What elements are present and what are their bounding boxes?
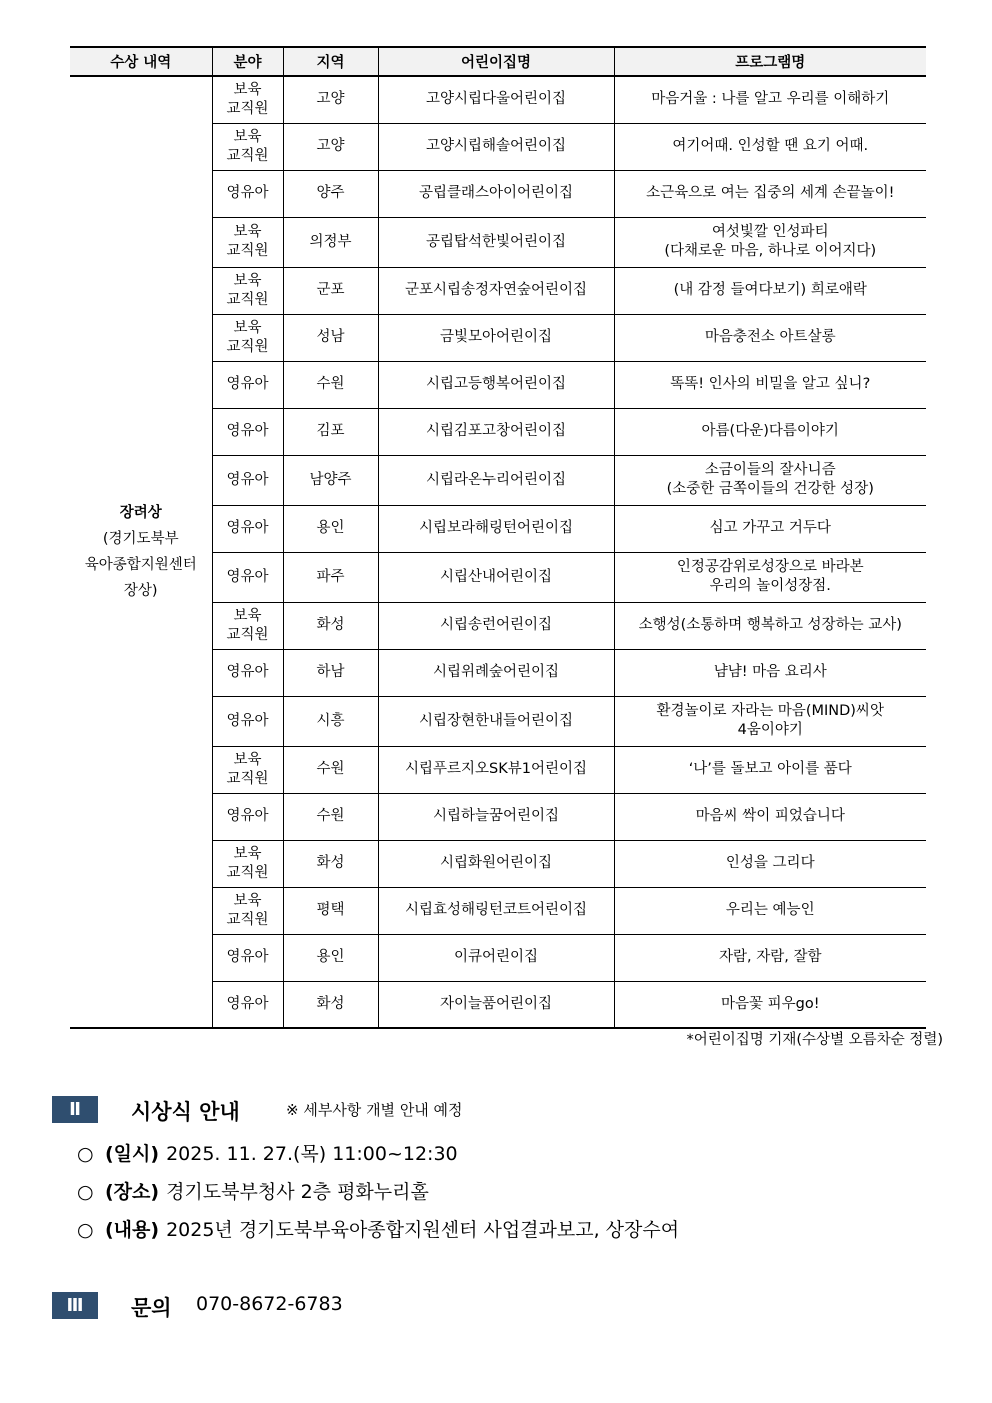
info-content-value: 2025년 경기도북부육아종합지원센터 사업결과보고, 상장수여 — [166, 1219, 680, 1241]
region-cell: 남양주 — [283, 455, 378, 505]
region-cell: 고양 — [283, 76, 378, 123]
center-name-cell: 군포시립송정자연숲어린이집 — [378, 267, 614, 314]
program-name-cell: 냠냠! 마음 요리사 — [614, 649, 926, 696]
category-cell: 영유아 — [212, 505, 283, 552]
region-cell: 수원 — [283, 746, 378, 793]
table-footnote: *어린이집명 기재(수상별 오름차순 정렬) — [686, 1032, 943, 1048]
category-cell: 영유아 — [212, 649, 283, 696]
center-name-cell: 시립장현한내들어린이집 — [378, 696, 614, 746]
program-name-cell: 마음충전소 아트살롱 — [614, 314, 926, 361]
center-name-cell: 시립하늘꿈어린이집 — [378, 793, 614, 840]
section-2-number: Ⅱ — [52, 1096, 98, 1123]
award-description: (경기도북부 육아종합지원센터 장상) — [84, 531, 197, 599]
program-name-cell: 마음씨 싹이 피었습니다 — [614, 793, 926, 840]
bullet-icon: ○ — [77, 1181, 94, 1203]
center-name-cell: 시립효성해링턴코트어린이집 — [378, 887, 614, 934]
category-cell: 보육 교직원 — [212, 123, 283, 170]
region-cell: 용인 — [283, 934, 378, 981]
center-name-cell: 시립송런어린이집 — [378, 602, 614, 649]
program-name-cell: 똑똑! 인사의 비밀을 알고 싶니? — [614, 361, 926, 408]
info-place — [77, 1177, 429, 1204]
category-cell: 영유아 — [212, 455, 283, 505]
region-cell: 화성 — [283, 840, 378, 887]
program-name-cell: 마음거울 : 나를 알고 우리를 이해하기 — [614, 76, 926, 123]
category-cell: 보육 교직원 — [212, 76, 283, 123]
center-name-cell: 시립위례숲어린이집 — [378, 649, 614, 696]
category-cell: 보육 교직원 — [212, 840, 283, 887]
program-name-cell: ‘나’를 돌보고 아이를 품다 — [614, 746, 926, 793]
contact-phone: 070-8672-6783 — [196, 1293, 343, 1315]
award-table — [70, 46, 926, 1029]
region-cell: 시흥 — [283, 696, 378, 746]
region-cell: 군포 — [283, 267, 378, 314]
category-cell: 보육 교직원 — [212, 746, 283, 793]
category-cell: 영유아 — [212, 408, 283, 455]
center-name-cell: 금빛모아어린이집 — [378, 314, 614, 361]
info-date-label: (일시) — [105, 1143, 160, 1165]
region-cell: 의정부 — [283, 217, 378, 267]
program-name-cell: 자람, 자람, 잘함 — [614, 934, 926, 981]
category-cell: 보육 교직원 — [212, 267, 283, 314]
category-cell: 보육 교직원 — [212, 887, 283, 934]
category-cell: 보육 교직원 — [212, 217, 283, 267]
region-cell: 수원 — [283, 361, 378, 408]
program-name-cell: 환경놀이로 자라는 마음(MIND)씨앗 4움이야기 — [614, 696, 926, 746]
category-cell: 영유아 — [212, 934, 283, 981]
category-cell: 영유아 — [212, 170, 283, 217]
program-name-cell: 소금이들의 잘사니즘 (소중한 금쪽이들의 건강한 성장) — [614, 455, 926, 505]
header-award: 수상 내역 — [70, 47, 212, 76]
center-name-cell: 시립라온누리어린이집 — [378, 455, 614, 505]
program-name-cell: 심고 가꾸고 거두다 — [614, 505, 926, 552]
region-cell: 평택 — [283, 887, 378, 934]
info-date — [77, 1139, 458, 1166]
region-cell: 파주 — [283, 552, 378, 602]
region-cell: 고양 — [283, 123, 378, 170]
region-cell: 김포 — [283, 408, 378, 455]
section-3-title: 문의 — [131, 1296, 172, 1320]
program-name-cell: 여섯빛깔 인성파티 (다채로운 마음, 하나로 이어지다) — [614, 217, 926, 267]
info-date-value: 2025. 11. 27.(목) 11:00~12:30 — [166, 1143, 458, 1165]
center-name-cell: 고양시립해솔어린이집 — [378, 123, 614, 170]
program-name-cell: 소행성(소통하며 행복하고 성장하는 교사) — [614, 602, 926, 649]
info-place-label: (장소) — [105, 1181, 160, 1203]
bullet-icon: ○ — [77, 1143, 94, 1165]
region-cell: 수원 — [283, 793, 378, 840]
center-name-cell: 공립탑석한빛어린이집 — [378, 217, 614, 267]
category-cell: 보육 교직원 — [212, 314, 283, 361]
table-row — [70, 76, 926, 123]
section-3-number: Ⅲ — [52, 1292, 98, 1319]
table-body — [70, 76, 926, 1028]
category-cell: 영유아 — [212, 552, 283, 602]
region-cell: 양주 — [283, 170, 378, 217]
info-place-value: 경기도북부청사 2층 평화누리홀 — [166, 1181, 429, 1203]
program-name-cell: 여기어때. 인성할 땐 요기 어때. — [614, 123, 926, 170]
award-cell — [70, 76, 212, 1028]
center-name-cell: 이큐어린이집 — [378, 934, 614, 981]
center-name-cell: 자이늘품어린이집 — [378, 981, 614, 1028]
region-cell: 화성 — [283, 981, 378, 1028]
table-header-row — [70, 47, 926, 76]
section-2-note: ※ 세부사항 개별 안내 예정 — [286, 1101, 463, 1119]
program-name-cell: (내 감정 들여다보기) 희로애락 — [614, 267, 926, 314]
center-name-cell: 시립푸르지오SK뷰1어린이집 — [378, 746, 614, 793]
info-content — [77, 1215, 679, 1242]
region-cell: 성남 — [283, 314, 378, 361]
program-name-cell: 마음꽃 피우go! — [614, 981, 926, 1028]
info-content-label: (내용) — [105, 1219, 160, 1241]
center-name-cell: 공립클래스아이어린이집 — [378, 170, 614, 217]
category-cell: 영유아 — [212, 361, 283, 408]
category-cell: 영유아 — [212, 793, 283, 840]
program-name-cell: 인정공감위로성장으로 바라본 우리의 놀이성장점. — [614, 552, 926, 602]
header-category: 분야 — [212, 47, 283, 76]
header-center-name: 어린이집명 — [378, 47, 614, 76]
center-name-cell: 시립산내어린이집 — [378, 552, 614, 602]
header-region: 지역 — [283, 47, 378, 76]
program-name-cell: 우리는 예능인 — [614, 887, 926, 934]
program-name-cell: 인성을 그리다 — [614, 840, 926, 887]
center-name-cell: 시립김포고창어린이집 — [378, 408, 614, 455]
award-name: 장려상 — [119, 505, 162, 521]
program-name-cell: 소근육으로 여는 집중의 세계 손끝놀이! — [614, 170, 926, 217]
region-cell: 화성 — [283, 602, 378, 649]
center-name-cell: 시립보라해링턴어린이집 — [378, 505, 614, 552]
program-name-cell: 아름(다운)다름이야기 — [614, 408, 926, 455]
center-name-cell: 고양시립다울어린이집 — [378, 76, 614, 123]
category-cell: 영유아 — [212, 696, 283, 746]
header-program-name: 프로그램명 — [614, 47, 926, 76]
center-name-cell: 시립화원어린이집 — [378, 840, 614, 887]
region-cell: 하남 — [283, 649, 378, 696]
region-cell: 용인 — [283, 505, 378, 552]
center-name-cell: 시립고등행복어린이집 — [378, 361, 614, 408]
bullet-icon: ○ — [77, 1219, 94, 1241]
section-2-title: 시상식 안내 — [131, 1100, 240, 1124]
category-cell: 영유아 — [212, 981, 283, 1028]
category-cell: 보육 교직원 — [212, 602, 283, 649]
